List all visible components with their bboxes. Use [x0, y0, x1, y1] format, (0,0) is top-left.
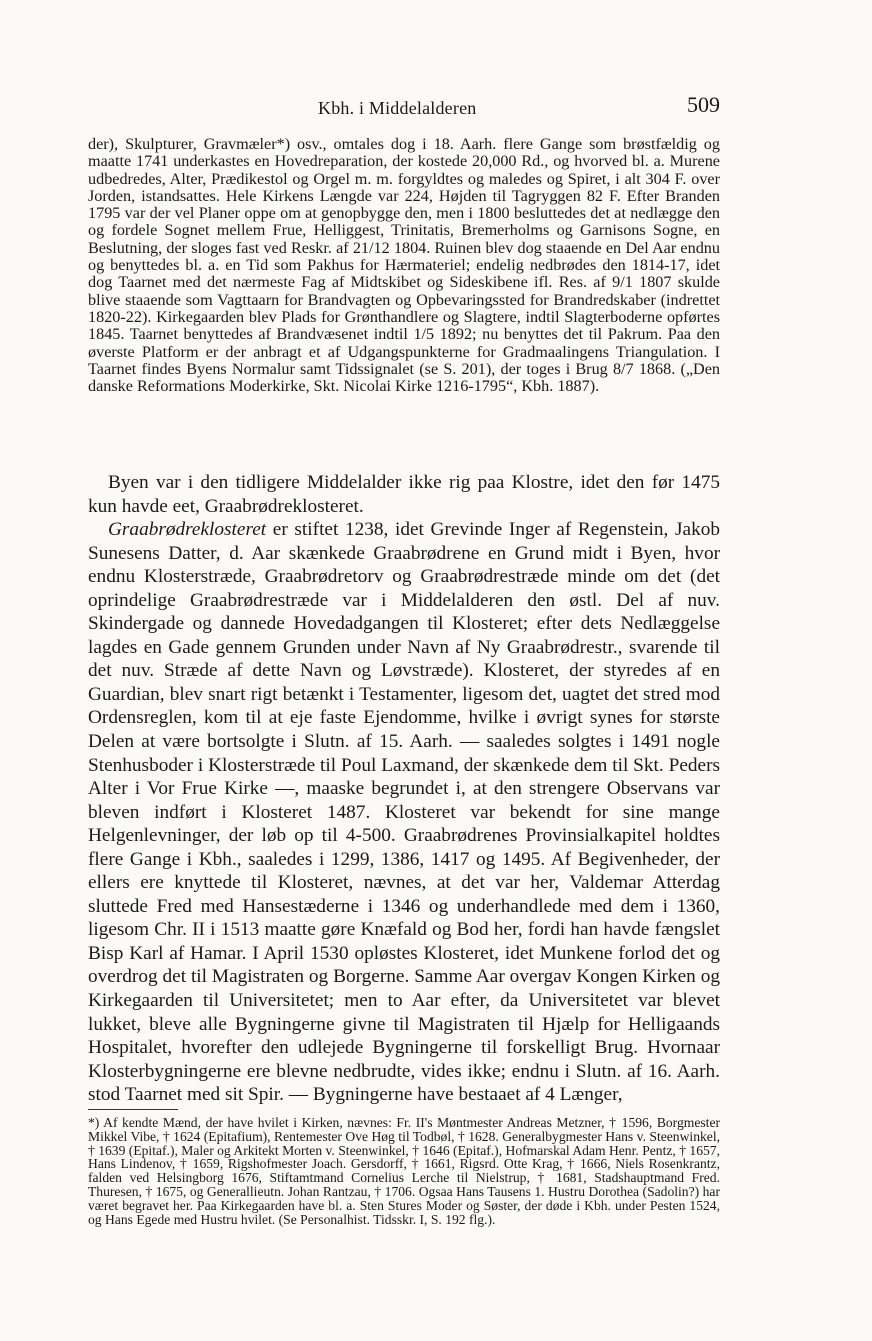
- paragraph-body: er stiftet 1238, idet Grevinde Inger af Regenstein, Jakob Sunesens Datter, d. Aar skænkede Graabrødrene en Grund midt i Byen, hvor endnu Klosterstræde, Graabrødretorv og Graabrødrestræde minde om det (det oprindelige Graabrødrestræde var i Middelalderen den østl. Del af nuv. Skindergade og dannede Hovedadgangen til Klosteret; efter dets Nedlæggelse lagdes en Gade gennem Grunden under Navn af Ny Graabrødrestr., svarende til det nuv. Stræde af dette Navn og Løvstræde). Klosteret, der styredes af en Guardian, blev snart rigt betænkt i Testamenter, ligesom det, uagtet det stred mod Ordensreglen, kom til at eje faste Ejendomme, hvilke i øvrigt synes for største Delen at være bortsolgte i Slutn. af 15. Aarh. — saaledes solgtes i 1491 nogle Stenhusboder i Klosterstræde til Poul Laxmand, der skænkede dem til Skt. Peders Alter i Vor Frue Kirke —, maaske begrundet i, at den strengere Observans var bleven indført i Klosteret 1487. Klosteret var bekendt for sine mange Helgenlevninger, der løb op til 4-500. Graabrødrenes Provinsialkapitel holdtes flere Gange i Kbh., saaledes i 1299, 1386, 1417 og 1495. Af Begivenheder, der ellers ere knyttede til Klosteret, nævnes, at det var her, Valdemar Atterdag sluttede Fred med Hansestæderne i 1346 og underhandlede med dem i 1360, ligesom Chr. II i 1513 maatte gøre Knæfald og Bod her, fordi han havde fængslet Bisp Karl af Hamar. I April 1530 opløstes Klosteret, idet Munkene forlod det og overdrog det til Magistraten og Borgerne. Samme Aar overgav Kongen Kirken og Kirkegaarden til Universitetet; men to Aar efter, da Universitetet var blevet lukket, bleve alle Bygningerne givne til Magistraten til Hjælp for Helligaands Hospitalet, hvorefter den udlejede Bygningerne til forskelligt Brug. Hvornaar Klosterbygningerne ere blevne nedbrudte, vides ikke; endnu i Slutn. af 16. Aarh. stod Taarnet med sit Spir. — Bygningerne have bestaaet af 4 Længer,: [88, 519, 720, 1106]
- paragraph-intro: Byen var i den tidligere Middelalder ikke rig paa Klostre, idet den før 1475 kun havde eet, Graabrødreklosteret.: [88, 472, 720, 517]
- footnote-text: Af kendte Mænd, der have hvilet i Kirken, nævnes: Fr. II's Møntmester Andreas Metzner, † 1596, Borgmester Mikkel Vibe, † 1624 (Epitafium), Rentemester Ove Høg til Todbøl, † 1628. Generalbygmester Hans v. Steenwinkel, † 1639 (Epitaf.), Maler og Arkitekt Morten v. Steenwinkel, † 1646 (Epitaf.), Hofmarskal Adam Henr. Pentz, † 1657, Hans Lindenov, † 1659, Rigshofmester Joach. Gersdorff, † 1661, Rigsrd. Otte Krag, † 1666, Niels Rosenkrantz, falden ved Helsingborg 1676, Stiftamtmand Cornelius Lerche til Nielstrup, † 1681, Stadshauptmand Fred. Thuresen, † 1675, og Generallieutn. Johan Rantzau, † 1706. Ogsaa Hans Tausens 1. Hustru Dorothea (Sadolin?) har været begravet her. Paa Kirkegaarden have bl. a. Sten Stures Moder og Søster, der døde i Kbh. under Pesten 1524, og Hans Egede med Hustru hvilet. (Se Personalhist. Tidsskr. I, S. 192 flg.).: [88, 1115, 720, 1227]
- page-number: 509: [687, 92, 720, 117]
- continued-paragraph: der), Skulpturer, Gravmæler*) osv., omtales dog i 18. Aarh. flere Gange som brøstfældig og maatte 1741 underkastes en Hovedreparation, der kostede 20,000 Rd., og hvorved bl. a. Murene udbedredes, Alter, Prædikestol og Orgel m. m. forgyldtes og maledes og Spiret, i alt 304 F. over Jorden, istandsattes. Hele Kirkens Længde var 224, Højden til Tagryggen 82 F. Efter Branden 1795 var der vel Planer oppe om at genopbygge den, men i 1800 besluttedes det at nedlægge den og fordele Sognet mellem Frue, Helliggest, Trinitatis, Bremerholms og Garnisons Sogne, en Beslutning, der sloges fast ved Reskr. af 21/12 1804. Ruinen blev dog staaende en Del Aar endnu og benyttedes bl. a. en Tid som Pakhus for Hærmateriel; endelig nedbrødes den 1814-17, idet dog Taarnet med det nærmeste Fag af Midtskibet og Sideskibene ifl. Res. af 9/1 1807 skulde blive staaende som Vagttaarn for Brandvagten og Opbevaringssted for Brandredskaber (indrettet 1820-22). Kirkegaarden blev Plads for Grønthandlere og Slagtere, indtil Slagterboderne opførtes 1845. Taarnet benyttedes af Brandvæsenet indtil 1/5 1892; nu benyttes det til Pakrum. Paa den øverste Platform er der anbragt et af Udgangspunkterne for Gradmaalingens Triangulation. I Taarnet findes Byens Normalur samt Tidssignalet (se S. 201), der toges i Brug 8/7 1868. („Den danske Reformations Moderkirke, Skt. Nicolai Kirke 1216-1795“, Kbh. 1887).: [88, 135, 720, 396]
- main-text: [88, 471, 720, 1107]
- section-lead-term: Graabrødreklosteret: [108, 519, 267, 541]
- running-title: Kbh. i Middelalderen: [318, 98, 477, 118]
- paragraph-graabrodreklosteret: [88, 518, 720, 1107]
- page-header: [88, 92, 720, 122]
- footnote-marker: *): [88, 1115, 100, 1130]
- footnote: [88, 1116, 720, 1226]
- footnote-divider: [88, 1109, 178, 1110]
